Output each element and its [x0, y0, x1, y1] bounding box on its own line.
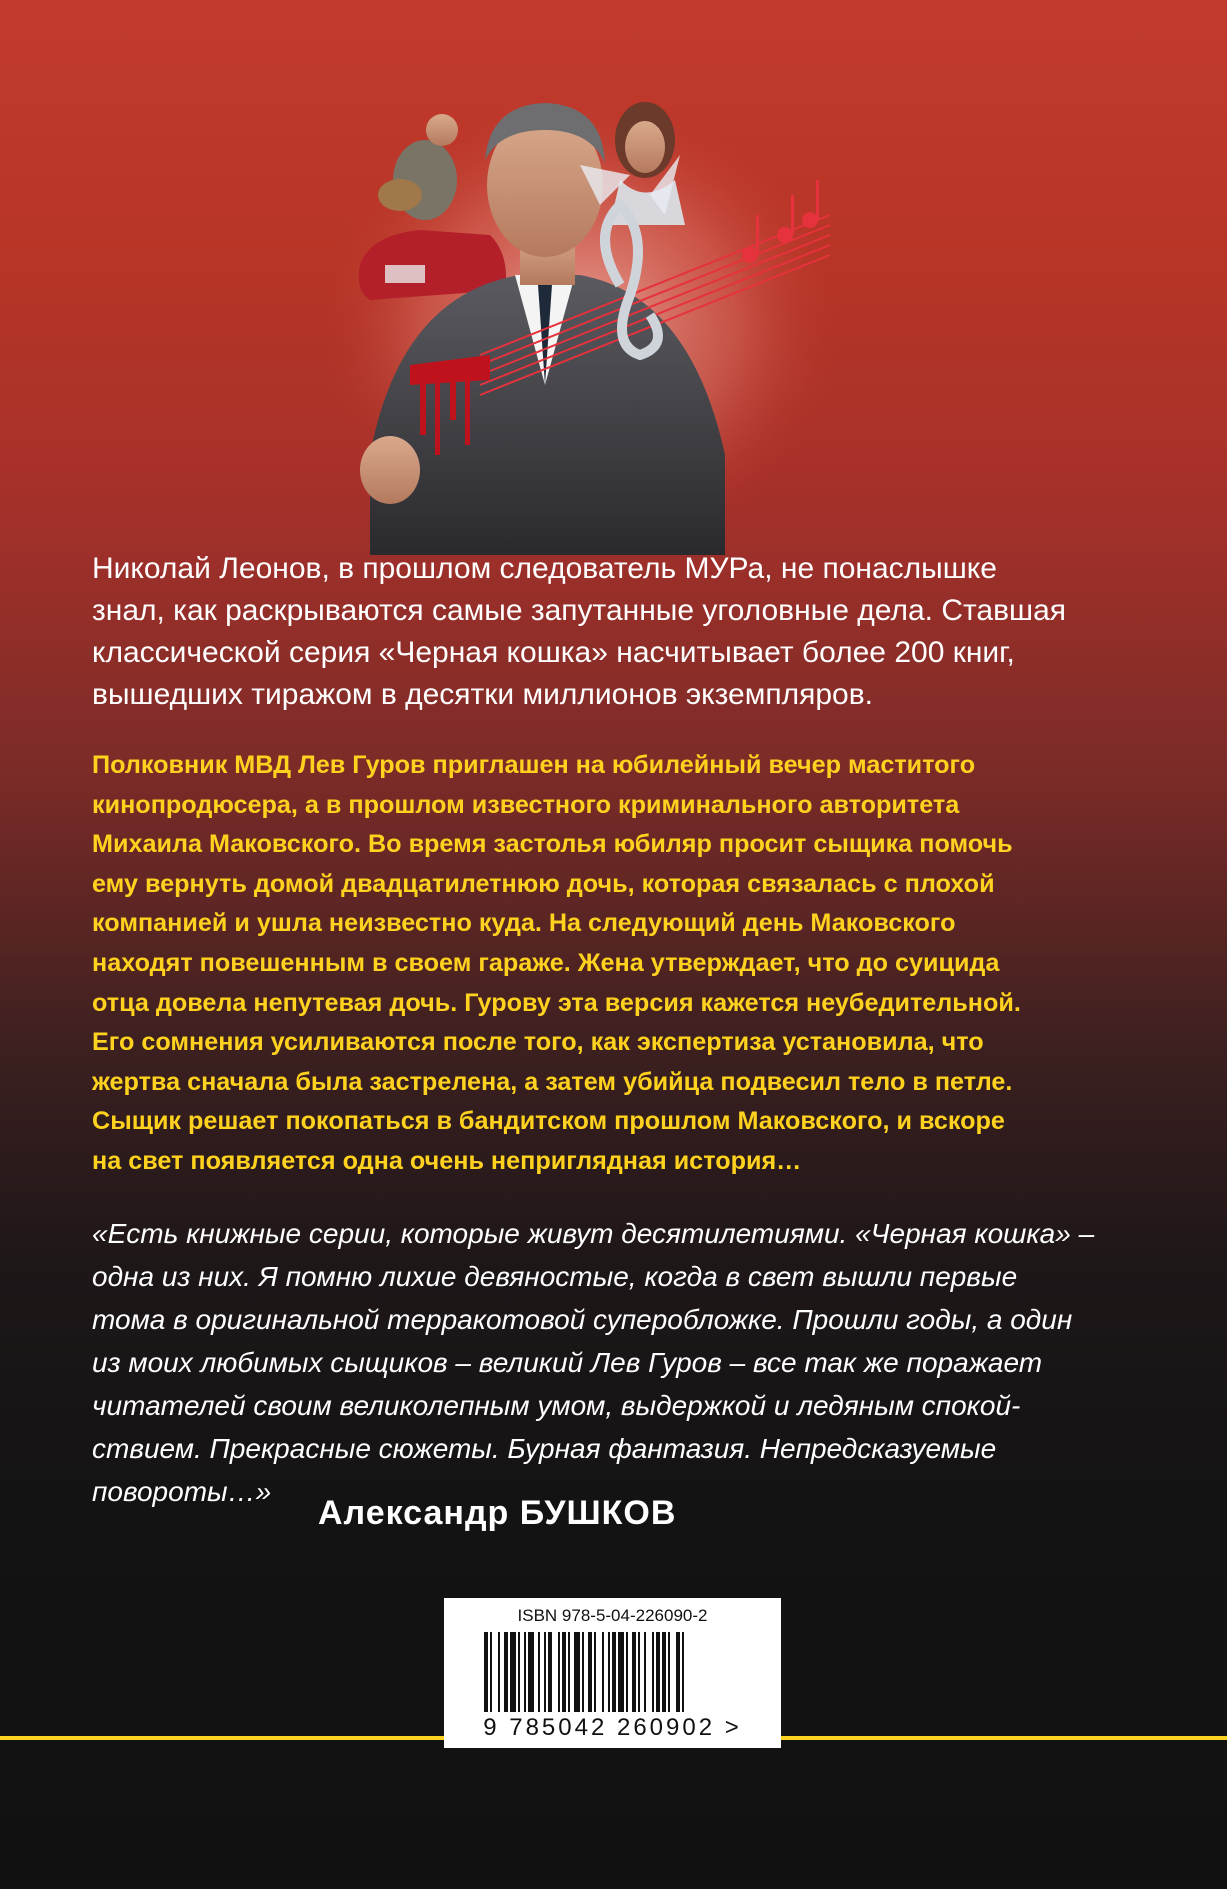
barcode-bar [626, 1632, 628, 1712]
synopsis-line: компанией и ушла неизвестно куда. На следующий день Маковского [92, 909, 956, 938]
barcode-bar [588, 1632, 592, 1712]
synopsis-line: на свет появляется одна очень неприглядная история… [92, 1146, 802, 1175]
barcode-bar [548, 1632, 552, 1712]
synopsis-line: Сыщик решает покопаться в бандитском прошлом Маковского, и вскоре [92, 1107, 1005, 1136]
barcode-bar [518, 1632, 520, 1712]
barcode-bar [490, 1632, 492, 1712]
blurb-line: вышедших тиражом в десятки миллионов экземпляров. [92, 678, 873, 711]
synopsis-line: находят повешенным в своем гараже. Жена утверждает, что до суицида [92, 948, 1000, 977]
synopsis-line: жертва сначала была застрелена, а затем убийца подвесил тело в петле. [92, 1067, 1013, 1096]
quote-line: из моих любимых сыщиков – великий Лев Гуров – все так же поражает [92, 1347, 1043, 1378]
blurb-line: классической серия «Черная кошка» насчитывает более 200 книг, [92, 636, 1015, 669]
quote-line: повороты…» [92, 1476, 272, 1507]
barcode-bar [568, 1632, 570, 1712]
barcode-bar [602, 1632, 604, 1712]
blurb-line: Николай Леонов, в прошлом следователь МУРа, не понаслышке [92, 552, 997, 585]
quote-line: ствием. Прекрасные сюжеты. Бурная фантазия. Непредсказуемые [92, 1433, 997, 1464]
barcode-bar [538, 1632, 540, 1712]
barcode-bar [644, 1632, 646, 1712]
barcode-bar [638, 1632, 640, 1712]
quote-line: читателей своим великолепным умом, выдержкой и ледяным спокой- [92, 1390, 1021, 1421]
barcode-bar [652, 1632, 654, 1712]
barcode-bar [574, 1632, 580, 1712]
barcode-bars [484, 1632, 741, 1712]
barcode-bar [608, 1632, 610, 1712]
cover-illustration [330, 85, 850, 555]
quote-author: Александр БУШКОВ [318, 1494, 677, 1532]
quote-line: «Есть книжные серии, которые живут десятилетиями. «Черная кошка» – [92, 1218, 1095, 1249]
barcode-bar [510, 1632, 516, 1712]
barcode-bar [558, 1632, 560, 1712]
book-synopsis [92, 746, 1152, 1182]
quote-line: тома в оригинальной терракотовой суперобложке. Прошли годы, а один [92, 1304, 1073, 1335]
barcode-bar [594, 1632, 596, 1712]
barcode-bar [612, 1632, 616, 1712]
quote-line: одна из них. Я помню лихие девяностые, когда в свет вышли первые [92, 1261, 1018, 1292]
barcode-digits: 9 785042 260902 > [483, 1714, 742, 1741]
barcode-bar [484, 1632, 488, 1712]
barcode-bar [528, 1632, 534, 1712]
barcode-bar [676, 1632, 680, 1712]
barcode-bar [668, 1632, 670, 1712]
series-blurb [92, 548, 1152, 716]
isbn-barcode [444, 1598, 781, 1748]
barcode-bar [498, 1632, 500, 1712]
blurb-line: знал, как раскрываются самые запутанные уголовные дела. Ставшая [92, 594, 1067, 627]
barcode-bar [544, 1632, 546, 1712]
barcode-bar [582, 1632, 584, 1712]
guitarist-figure [378, 114, 458, 220]
barcode-bar [682, 1632, 684, 1712]
synopsis-line: Полковник МВД Лев Гуров приглашен на юбилейный вечер маститого [92, 751, 976, 779]
synopsis-line: Михаила Маковского. Во время застолья юбиляр просит сыщика помочь [92, 830, 1013, 859]
barcode-bar [656, 1632, 660, 1712]
barcode-bar [524, 1632, 526, 1712]
synopsis-line: кинопродюсера, а в прошлом известного криминального авторитета [92, 790, 960, 819]
synopsis-line: Его сомнения усиливаются после того, как экспертиза установила, что [92, 1028, 984, 1057]
isbn-label: ISBN 978-5-04-226090-2 [517, 1606, 708, 1625]
barcode-bar [504, 1632, 508, 1712]
barcode-bar [632, 1632, 636, 1712]
barcode-bar [618, 1632, 624, 1712]
endorsement-quote [92, 1212, 1152, 1513]
barcode-bar [562, 1632, 566, 1712]
barcode-bar [662, 1632, 666, 1712]
synopsis-line: отца довела непутевая дочь. Гурову эта версия кажется неубедительной. [92, 988, 1021, 1017]
synopsis-line: ему вернуть домой двадцатилетнюю дочь, которая связалась с плохой [92, 869, 995, 898]
